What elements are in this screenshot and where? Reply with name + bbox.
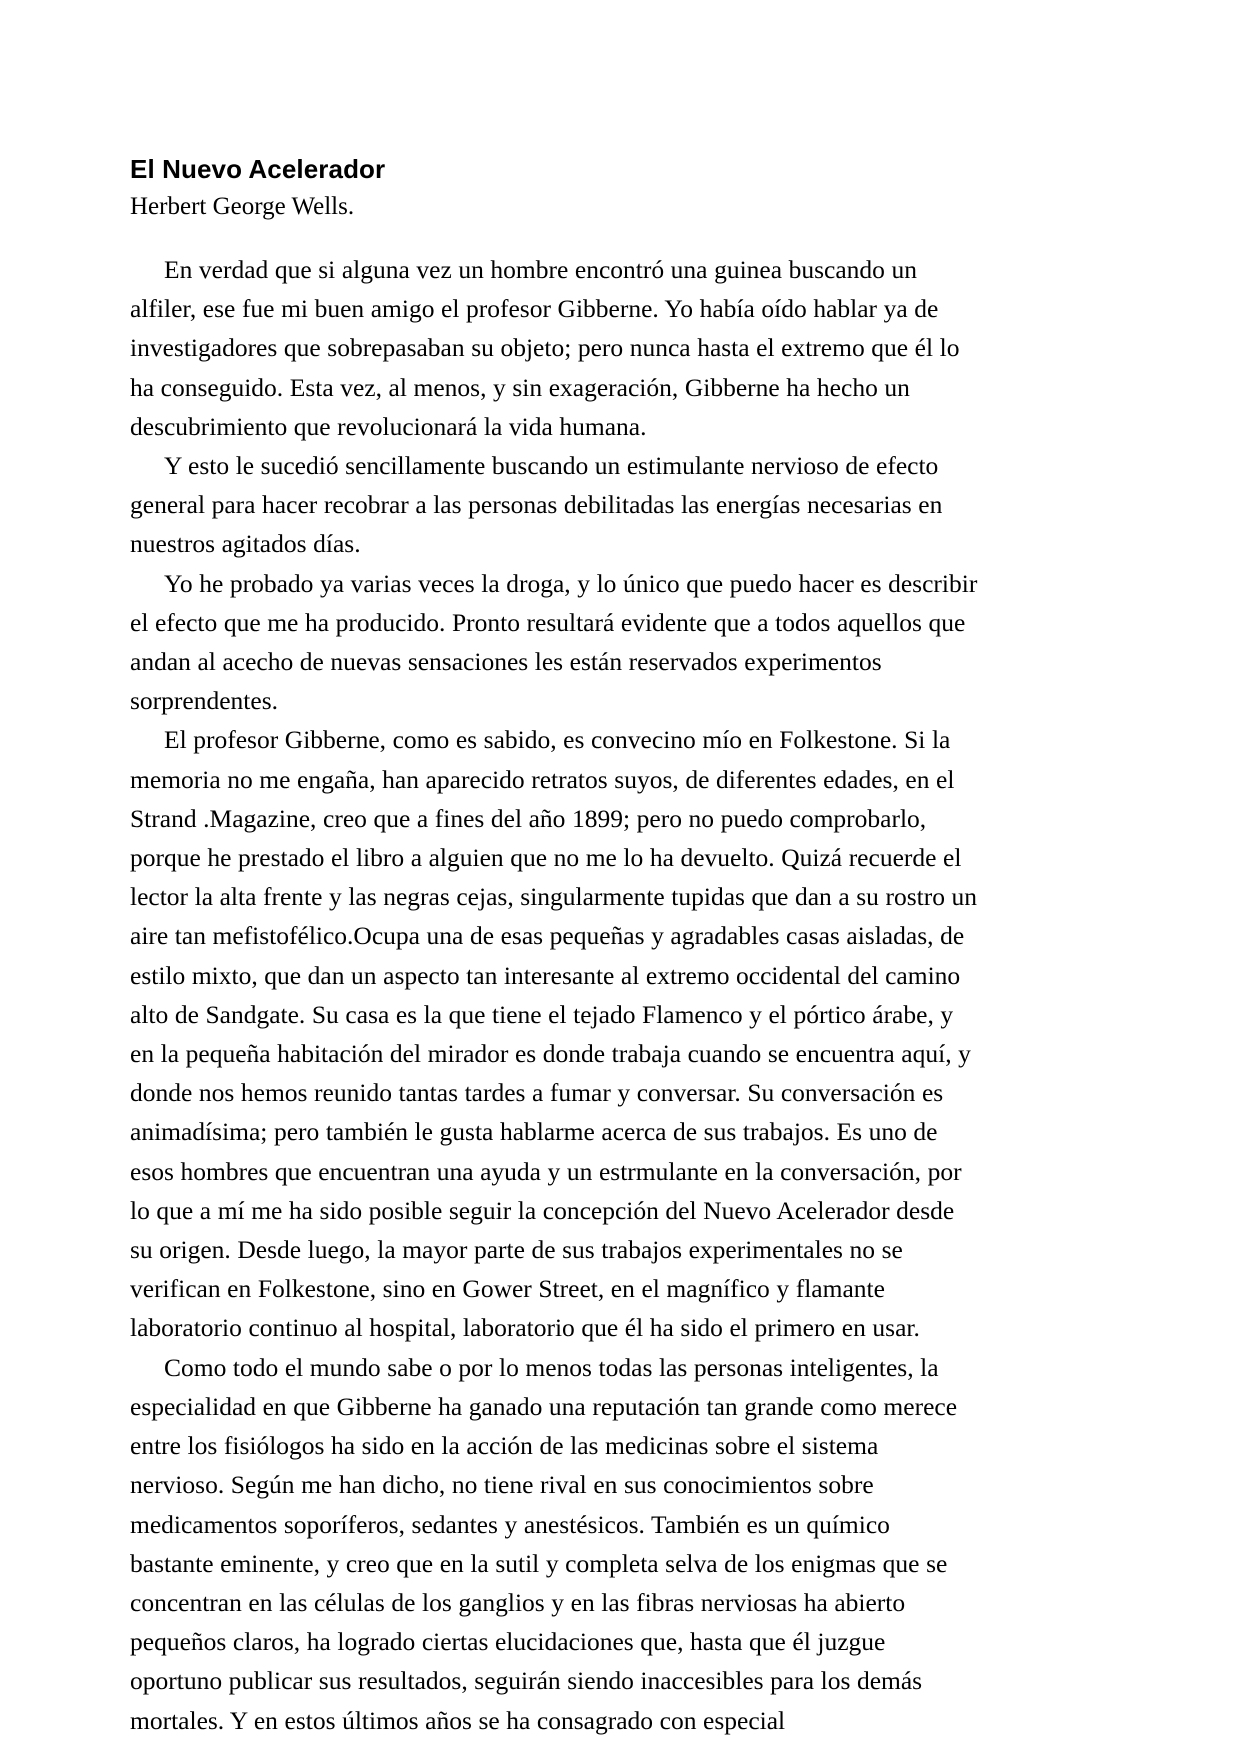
author-byline: Herbert George Wells.: [130, 193, 355, 220]
body-paragraph: Yo he probado ya varias veces la droga, y lo único que puedo hacer es describir el efecto que me ha producido. Pronto resultará evidente que a todos aquellos que andan al acecho de nuevas sensaciones les están reservados experimentos sorprendentes.: [130, 568, 978, 716]
body-paragraph: Y esto le sucedió sencillamente buscando un estimulante nervioso de efecto general para hacer recobrar a las personas debilitadas las energías necesarias en nuestros agitados días.: [130, 451, 943, 559]
document-text-block: [130, 152, 978, 1740]
body-paragraph: Como todo el mundo sabe o por lo menos todas las personas inteligentes, la especialidad en que Gibberne ha ganado una reputación tan grande como merece entre los fisiólogos ha sido en la acción de las medicinas sobre el sistema nervioso. Según me han dicho, no tiene rival en sus conocimientos sobre medicamentos soporíferos, sedantes y anestésicos. También es un químico bastante eminente, y creo que en la sutil y completa selva de los enigmas que se concentran en las células de los ganglios y en las fibras nerviosas ha abierto pequeños claros, ha logrado ciertas elucidaciones que, hasta que él juzgue oportuno publicar sus resultados, seguirán siendo inaccesibles para los demás mortales. Y en estos últimos años se ha consagrado con especial: [130, 1352, 958, 1735]
body-paragraph: El profesor Gibberne, como es sabido, es convecino mío en Folkestone. Si la memoria no me engaña, han aparecido retratos suyos, de diferentes edades, en el Strand .Magazine, creo que a fines del año 1899; pero no puedo comprobarlo, porque he prestado el libro a alguien que no me lo ha devuelto. Quizá recuerde el lector la alta frente y las negras cejas, singularmente tupidas que dan a su rostro un aire tan mefistofélico.Ocupa una de esas pequeñas y agradables casas aisladas, de estilo mixto, que dan un aspecto tan interesante al extremo occidental del camino alto de Sandgate. Su casa es la que tiene el tejado Flamenco y el pórtico árabe, y en la pequeña habitación del mirador es donde trabaja cuando se encuentra aquí, y donde nos hemos reunido tantas tardes a fumar y conversar. Su conversación es animadísima; pero también le gusta hablarme acerca de sus trabajos. Es uno de esos hombres que encuentran una ayuda y un estrmulante en la conversación, por lo que a mí me ha sido posible seguir la concepción del Nuevo Acelerador desde su origen. Desde luego, la mayor parte de sus trabajos experimentales no se verifican en Folkestone, sino en Gower Street, en el magnífico y flamante laboratorio continuo al hospital, laboratorio que él ha sido el primero en usar.: [130, 725, 978, 1343]
body-paragraph: En verdad que si alguna vez un hombre encontró una guinea buscando un alfiler, ese fue mi buen amigo el profesor Gibberne. Yo había oído hablar ya de investigadores que sobrepasaban su objeto; pero nunca hasta el extremo que él lo ha conseguido. Esta vez, al menos, y sin exageración, Gibberne ha hecho un descubrimiento que revolucionará la vida humana.: [130, 255, 960, 441]
page-title: El Nuevo Acelerador: [130, 154, 386, 184]
